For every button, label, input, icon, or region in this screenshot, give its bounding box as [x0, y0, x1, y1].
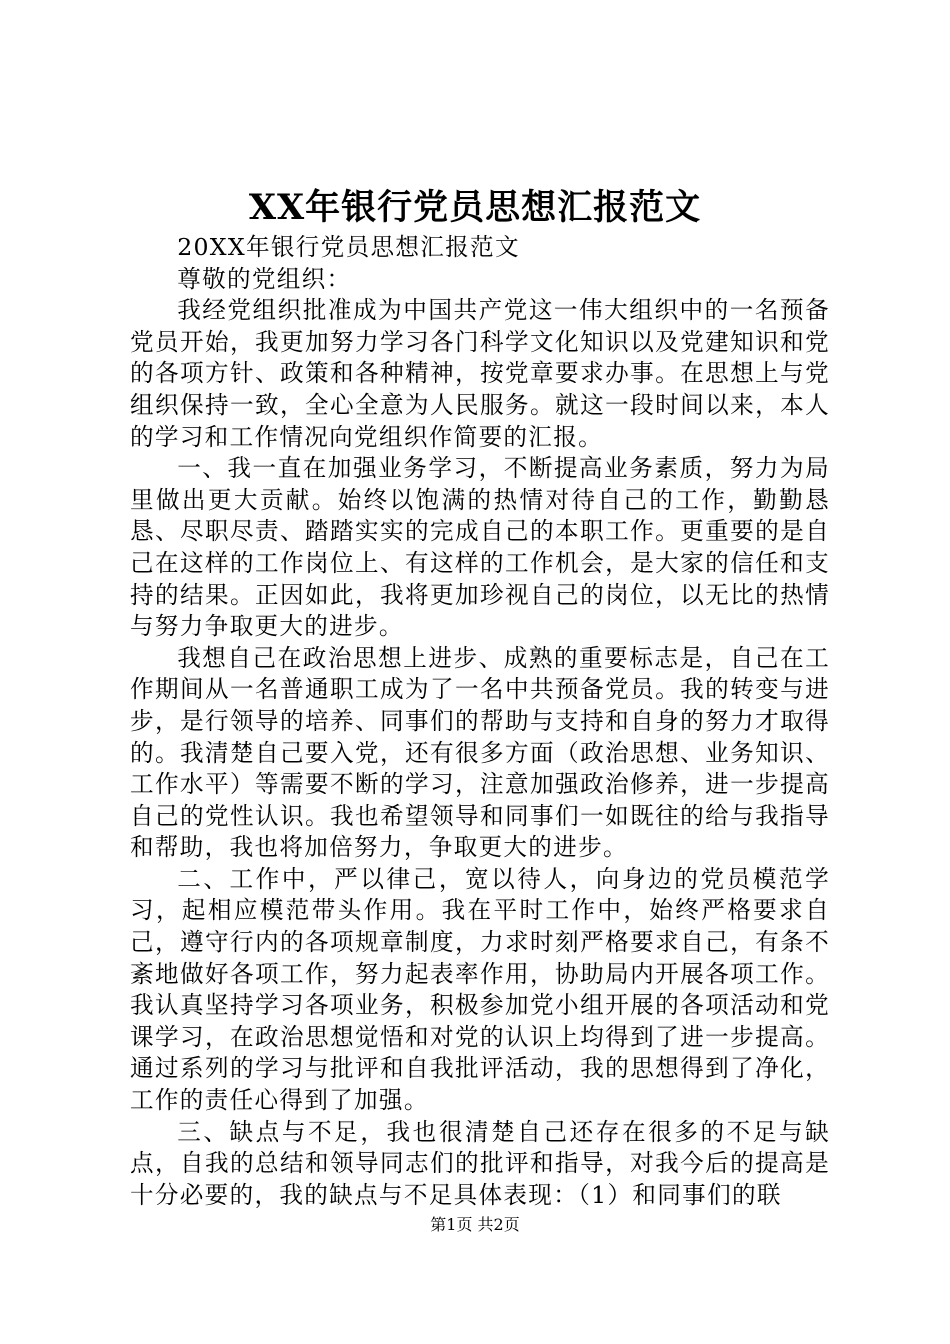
paragraph: 一、我一直在加强业务学习，不断提高业务素质，努力为局里做出更大贡献。始终以饱满的热情对待自己的工作，勤勤恳恳、尽职尽责、踏踏实实的完成自己的本职工作。更重要的是自己在这样的工作岗位上、有这样的工作机会，是大家的信任和支持的结果。正因如此，我将更加珍视自己的岗位，以无比的热情与努力争取更大的进步。 — [130, 454, 830, 641]
paragraph: 二、工作中，严以律己，宽以待人，向身边的党员模范学习，起相应模范带头作用。我在平时工作中，始终严格要求自己，遵守行内的各项规章制度，力求时刻严格要求自己，有条不紊地做好各项工作，努力起表率作用，协助局内开展各项工作。我认真坚持学习各项业务，积极参加党小组开展的各项活动和党课学习，在政治思想觉悟和对党的认识上均得到了进一步提高。通过系列的学习与批评和自我批评活动，我的思想得到了净化，工作的责任心得到了加强。 — [130, 864, 830, 1115]
paragraph: 我经党组织批准成为中国共产党这一伟大组织中的一名预备党员开始，我更加努力学习各门科学文化知识以及党建知识和党的各项方针、政策和各种精神，按党章要求办事。在思想上与党组织保持一致，全心全意为人民服务。就这一段时间以来，本人的学习和工作情况向党组织作简要的汇报。 — [130, 296, 830, 451]
paragraph: 20XX年银行党员思想汇报范文 — [177, 233, 520, 261]
paragraph: 三、缺点与不足，我也很清楚自己还存在很多的不足与缺点，自我的总结和领导同志们的批评和指导，对我今后的提高是十分必要的，我的缺点与不足具体表现：（1）和同事们的联 — [130, 1117, 830, 1209]
paragraph: 我想自己在政治思想上进步、成熟的重要标志是，自己在工作期间从一名普通职工成为了一名中共预备党员。我的转变与进步，是行领导的培养、同事们的帮助与支持和自身的努力才取得的。我清楚自己要入党，还有很多方面（政治思想、业务知识、工作水平）等需要不断的学习，注意加强政治修养，进一步提高自己的党性认识。我也希望领导和同事们一如既往的给与我指导和帮助，我也将加倍努力，争取更大的进步。 — [130, 643, 830, 862]
document-title: XX年银行党员思想汇报范文 — [248, 187, 702, 228]
page-number-footer: 第1页 共2页 — [430, 1215, 520, 1234]
paragraph: 尊敬的党组织： — [177, 264, 352, 293]
document-body — [130, 232, 830, 1211]
